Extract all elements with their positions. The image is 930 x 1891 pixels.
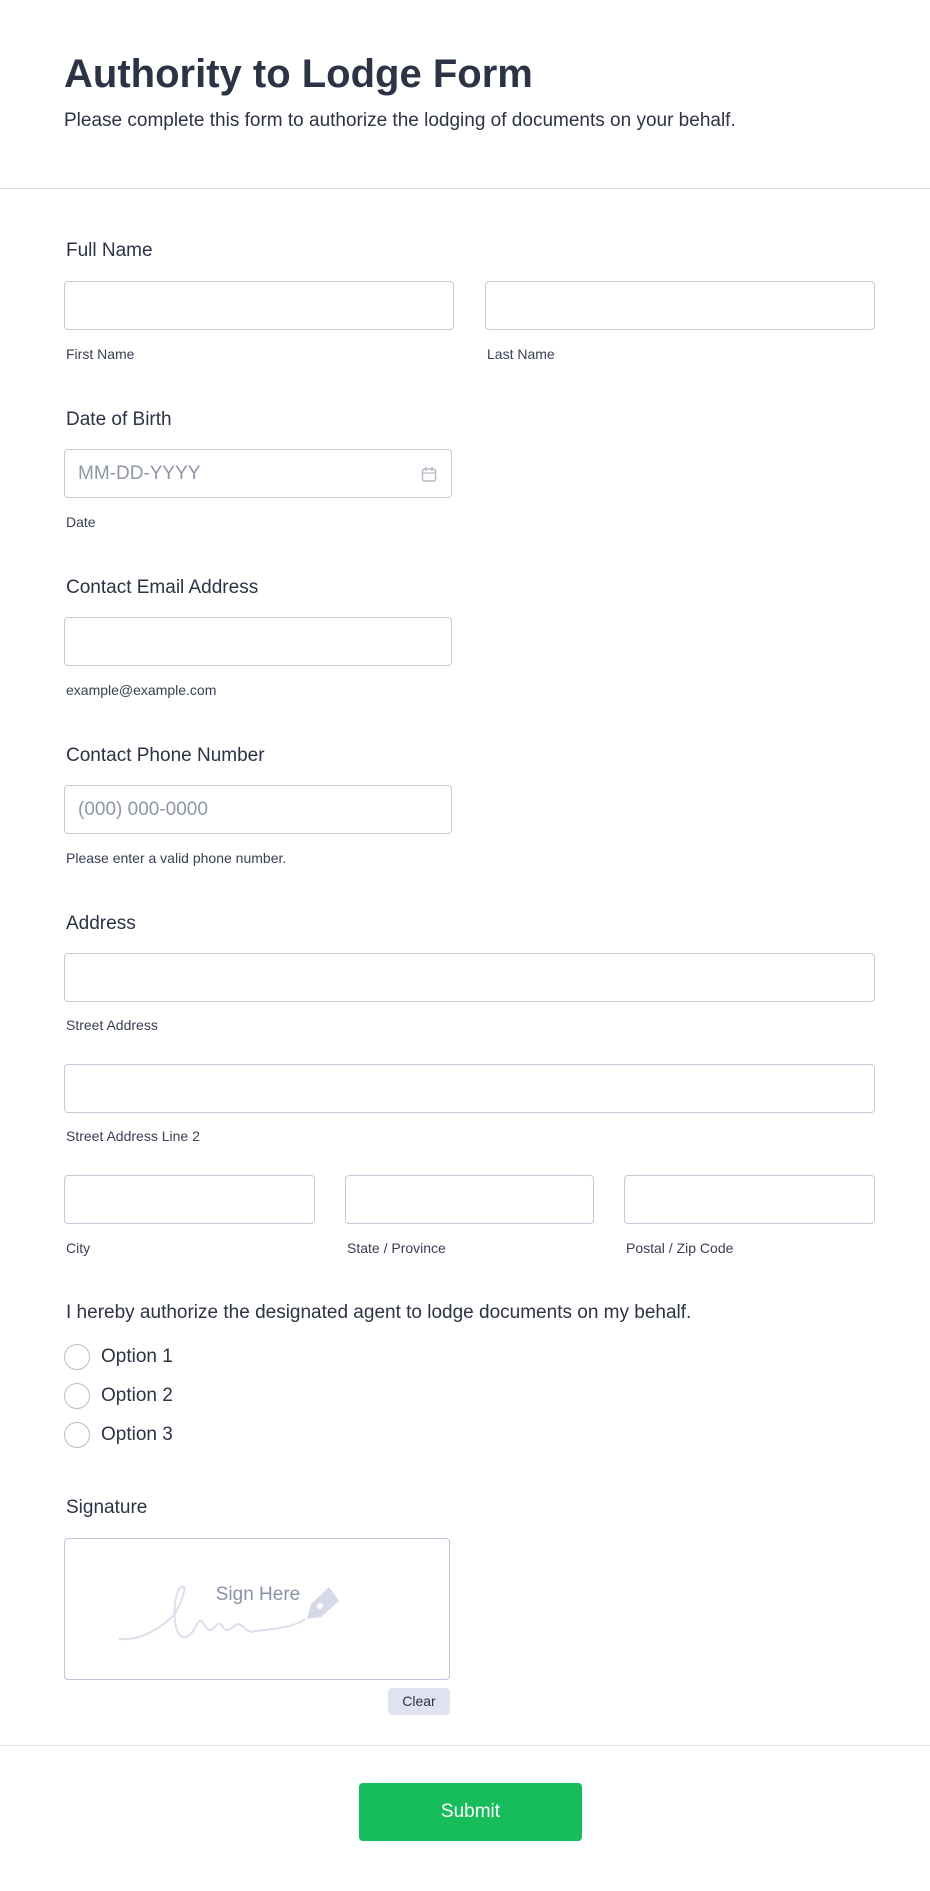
authorize-question: I hereby authorize the designated agent to lodge documents on my behalf. [66, 1302, 692, 1323]
signature-scribble-icon [115, 1579, 405, 1649]
city-sublabel: City [66, 1240, 91, 1256]
page-subtitle: Please complete this form to authorize the lodging of documents on your behalf. [64, 110, 736, 131]
dob-placeholder: MM-DD-YYYY [78, 463, 201, 484]
zip-sublabel: Postal / Zip Code [626, 1240, 734, 1256]
option-2-label[interactable]: Option 2 [101, 1385, 173, 1406]
clear-signature-button[interactable]: Clear [388, 1688, 450, 1715]
phone-input[interactable] [64, 785, 452, 834]
first-name-input[interactable] [64, 281, 454, 330]
phone-sublabel: Please enter a valid phone number. [66, 850, 287, 866]
email-input[interactable] [64, 617, 452, 666]
street-address-line2-sublabel: Street Address Line 2 [66, 1128, 200, 1144]
dob-input[interactable] [64, 449, 452, 498]
street-address-line2-input[interactable] [64, 1064, 875, 1113]
last-name-sublabel: Last Name [487, 346, 555, 362]
calendar-icon[interactable] [421, 466, 437, 483]
option-1-label[interactable]: Option 1 [101, 1346, 173, 1367]
first-name-sublabel: First Name [66, 346, 135, 362]
sign-here-text: Sign Here [215, 1584, 301, 1605]
zip-input[interactable] [624, 1175, 875, 1224]
dob-sublabel: Date [66, 514, 96, 530]
city-input[interactable] [64, 1175, 315, 1224]
header-divider [0, 188, 930, 189]
option-3-label[interactable]: Option 3 [101, 1424, 173, 1445]
email-sublabel: example@example.com [66, 682, 217, 698]
state-sublabel: State / Province [347, 1240, 446, 1256]
phone-label: Contact Phone Number [66, 745, 265, 766]
signature-pad[interactable] [64, 1538, 450, 1680]
radio-option-1[interactable] [64, 1344, 90, 1370]
dob-label: Date of Birth [66, 409, 172, 430]
signature-label: Signature [66, 1497, 148, 1518]
address-label: Address [66, 913, 136, 934]
state-input[interactable] [345, 1175, 594, 1224]
last-name-input[interactable] [485, 281, 875, 330]
phone-placeholder: (000) 000-0000 [78, 799, 208, 820]
page-title: Authority to Lodge Form [64, 52, 533, 96]
street-address-sublabel: Street Address [66, 1017, 158, 1033]
radio-option-2[interactable] [64, 1383, 90, 1409]
email-label: Contact Email Address [66, 577, 259, 598]
submit-button[interactable]: Submit [359, 1783, 582, 1841]
radio-option-3[interactable] [64, 1422, 90, 1448]
footer-divider [0, 1745, 930, 1746]
full-name-label: Full Name [66, 240, 153, 261]
street-address-input[interactable] [64, 953, 875, 1002]
